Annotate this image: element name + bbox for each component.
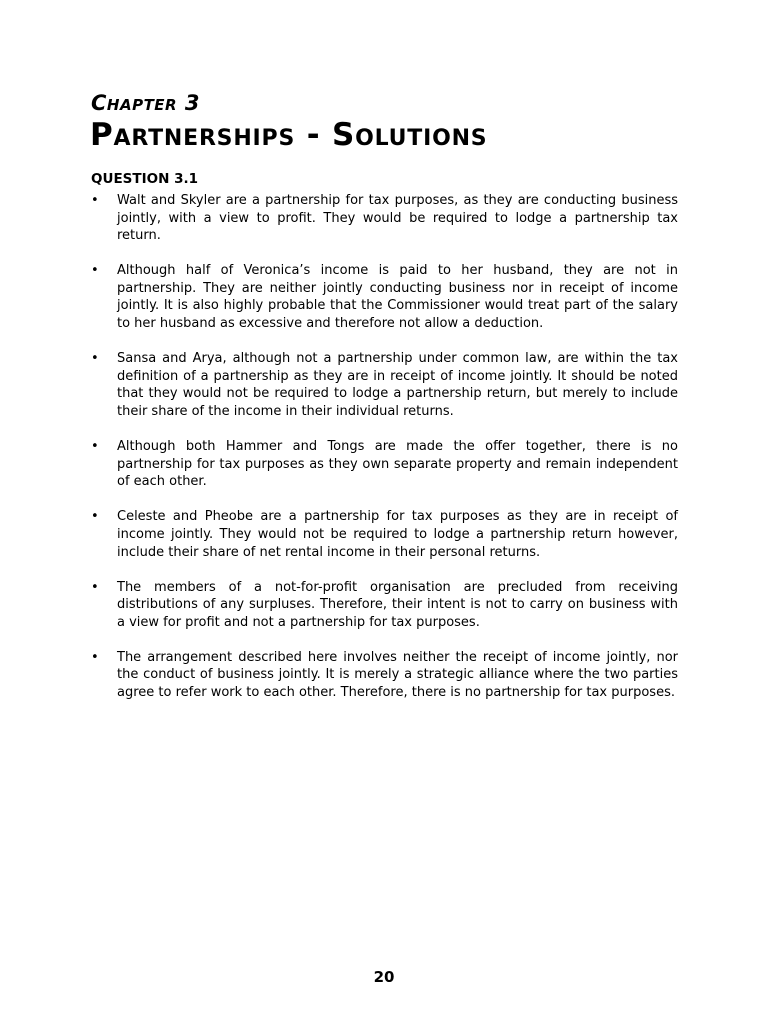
answer-text: Celeste and Pheobe are a partnership for tax purposes as they are in receipt of income jointly. They would not be required to lodge a partnership return however, include their share of net rental income in their personal returns.	[117, 509, 678, 560]
answer-item	[91, 192, 678, 245]
answer-item	[91, 350, 678, 420]
answer-item	[91, 508, 678, 561]
answer-text: Although half of Veronica’s income is paid to her husband, they are not in partnership. They are neither jointly conducting business nor in receipt of income jointly. It is also highly probable that the Commissioner would treat part of the salary to her husband as excessive and therefore not allow a deduction.	[117, 263, 678, 332]
answer-text: The members of a not-for-profit organisation are precluded from receiving distributions of any surpluses. Therefore, their intent is not to carry on business with a view for profit and not a partnership for tax purposes.	[117, 579, 678, 630]
bullet-icon: •	[91, 263, 99, 279]
answer-item	[91, 649, 678, 702]
answer-text: The arrangement described here involves neither the receipt of income jointly, nor the conduct of business jointly. It is merely a strategic alliance where the two parties agree to refer work to each other. Therefore, there is no partnership for tax purposes.	[117, 649, 678, 701]
bullet-icon: •	[91, 193, 99, 208]
answer-text: Although both Hammer and Tongs are made the offer together, there is no partnership for tax purposes as they own separate property and remain independent of each other.	[117, 439, 678, 490]
answer-item	[91, 262, 678, 332]
page-number: 20	[373, 968, 395, 986]
bullet-icon: •	[91, 509, 99, 525]
answer-text: Walt and Skyler are a partnership for tax purposes, as they are conducting business jointly, with a view to profit. They would be required to lodge a partnership tax return.	[117, 193, 678, 244]
chapter-label: Chapter 3	[91, 91, 201, 115]
bullet-icon: •	[91, 579, 99, 595]
bullet-icon: •	[91, 649, 99, 665]
answer-text: Sansa and Arya, although not a partnership under common law, are within the tax definition of a partnership as they are in receipt of income jointly. It should be noted that they would not be required to lodge a partnership return, but merely to include their share of the income in their individual returns.	[117, 351, 678, 419]
answer-item	[91, 579, 678, 632]
answer-list	[91, 192, 678, 702]
answer-item	[91, 438, 678, 491]
solutions-content	[91, 170, 678, 719]
bullet-icon: •	[91, 351, 99, 367]
question-heading: QUESTION 3.1	[91, 171, 199, 187]
chapter-title: Partnerships - Solutions	[90, 117, 488, 153]
bullet-icon: •	[91, 439, 99, 455]
